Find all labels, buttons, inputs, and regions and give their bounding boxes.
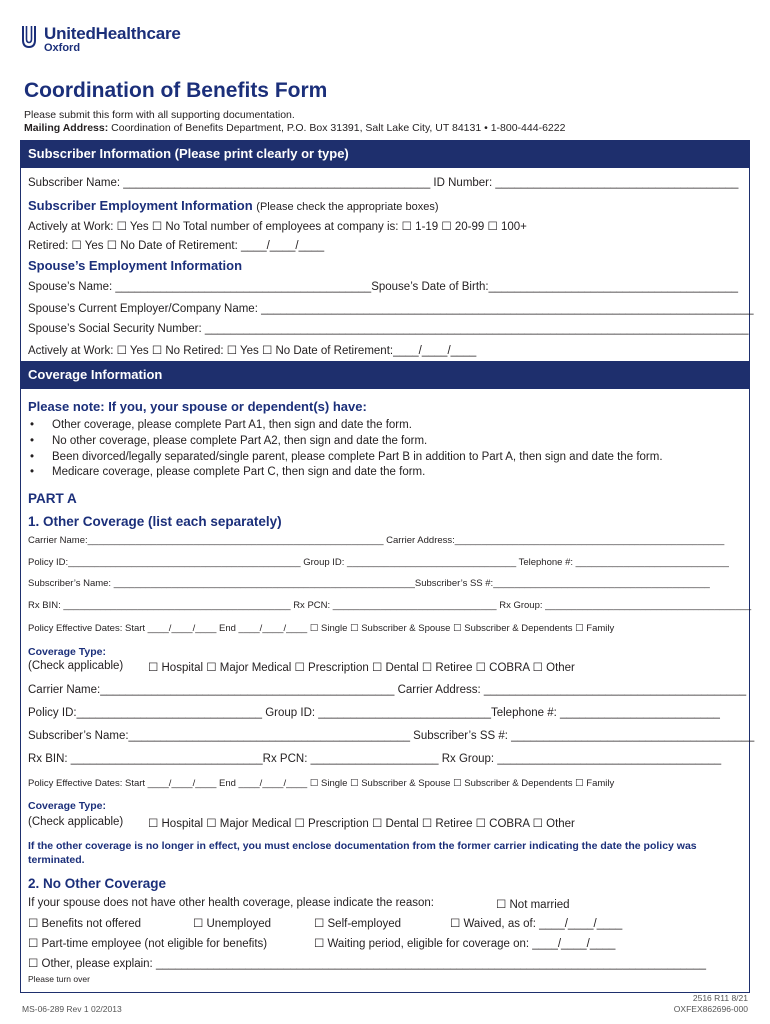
dates-line-2[interactable]: Policy Effective Dates: Start ____/____/____ End ____/____/____ ☐ Single ☐ Subscriber & Spouse ☐ Subscriber & Dependents ☐ Family: [28, 778, 615, 789]
reason-line: If your spouse does not have other health coverage, please indicate the reason:: [28, 897, 434, 909]
self-employed-checkbox[interactable]: ☐ Self-employed: [314, 918, 402, 930]
terminated-note: If the other coverage is no longer in effect, you must enclose documentation from the former carrier indicating the date the policy was terminated.: [28, 840, 697, 866]
waived-checkbox[interactable]: ☐ Waived, as of: ____/____/____: [450, 918, 623, 930]
spouse-ssn-line[interactable]: Spouse’s Social Security Number: _____________________________________________________________________________________: [28, 323, 749, 335]
page-title: Coordination of Benefits Form: [24, 79, 328, 102]
subscriber-line-1[interactable]: Subscriber’s Name: _________________________________________________________Subscriber’s SS #:_________________________________________: [28, 578, 710, 589]
intro-text: Please submit this form with all supporting documentation.: [24, 109, 295, 121]
bullet-item: • Other coverage, please complete Part A1, then sign and date the form.: [30, 419, 412, 431]
bullet-item: • Been divorced/legally separated/single parent, please complete Part B in addition to Part A, then sign and date the form.: [30, 451, 663, 463]
policy-line-2[interactable]: Policy ID:_____________________________ Group ID: ___________________________Telephone #: _________________________: [28, 707, 720, 719]
subscriber-line-2[interactable]: Subscriber’s Name:____________________________________________ Subscriber’s SS #: ______________________________________: [28, 730, 755, 742]
other-explain-line[interactable]: ☐ Other, please explain: ______________________________________________________________________________________: [28, 958, 706, 970]
carrier-line-1[interactable]: Carrier Name:________________________________________________________ Carrier Address:___________________________________________________: [28, 535, 725, 546]
bullet-item: • No other coverage, please complete Part A2, then sign and date the form.: [30, 435, 428, 447]
subscriber-info-bar: Subscriber Information (Please print clearly or type): [20, 140, 750, 168]
not-married-checkbox[interactable]: ☐ Not married: [496, 899, 570, 911]
coverage-type-options-1[interactable]: ☐ Hospital ☐ Major Medical ☐ Prescription ☐ Dental ☐ Retiree ☐ COBRA ☐ Other: [148, 662, 575, 674]
employment-heading: [28, 198, 439, 213]
mailing-label: Mailing Address:: [24, 122, 109, 134]
no-other-coverage-heading: 2. No Other Coverage: [28, 876, 167, 891]
footer-revision: 2516 R11 8/21: [692, 993, 748, 1003]
coverage-type-sub-2: (Check applicable): [28, 816, 124, 828]
employment-title: Subscriber Employment Information: [28, 198, 253, 213]
mailing-address: [24, 122, 565, 134]
part-time-checkbox[interactable]: ☐ Part-time employee (not eligible for benefits): [28, 938, 268, 950]
dates-line-1[interactable]: Policy Effective Dates: Start ____/____/____ End ____/____/____ ☐ Single ☐ Subscriber & Spouse ☐ Subscriber & Dependents ☐ Family: [28, 623, 615, 634]
unemployed-checkbox[interactable]: ☐ Unemployed: [193, 918, 272, 930]
please-note-heading: Please note: If you, your spouse or dependent(s) have:: [28, 399, 367, 414]
coverage-type-sub-1: (Check applicable): [28, 660, 124, 672]
rx-line-2[interactable]: Rx BIN: ______________________________Rx PCN: ____________________ Rx Group: ___________________________________: [28, 753, 722, 765]
mailing-value: Coordination of Benefits Department, P.O. Box 31391, Salt Lake City, UT 84131 • 1-800-444-6222: [111, 122, 566, 134]
waiting-period-checkbox[interactable]: ☐ Waiting period, eligible for coverage on: ____/____/____: [314, 938, 616, 950]
subscriber-name-line[interactable]: Subscriber Name: ________________________________________________ ID Number: ______________________________________: [28, 177, 739, 189]
brand-name: UnitedHealthcare: [44, 24, 181, 43]
retired-line[interactable]: Retired: ☐ Yes ☐ No Date of Retirement: ____/____/____: [28, 240, 325, 252]
footer-code: OXFEX862696-000: [673, 1004, 748, 1014]
policy-line-1[interactable]: Policy ID:____________________________________________ Group ID: ________________________________ Telephone #: _____________________________: [28, 557, 729, 568]
rx-line-1[interactable]: Rx BIN: ___________________________________________ Rx PCN: _______________________________ Rx Group: _______________________________________: [28, 600, 752, 611]
coverage-info-bar: Coverage Information: [20, 361, 750, 389]
carrier-line-2[interactable]: Carrier Name:______________________________________________ Carrier Address: _________________________________________: [28, 684, 747, 696]
bullet-item: • Medicare coverage, please complete Part C, then sign and date the form.: [30, 466, 426, 478]
brand-sub: Oxford: [44, 42, 81, 54]
coverage-type-options-2[interactable]: ☐ Hospital ☐ Major Medical ☐ Prescription ☐ Dental ☐ Retiree ☐ COBRA ☐ Other: [148, 818, 575, 830]
spouse-name-line[interactable]: Spouse’s Name: ________________________________________Spouse’s Date of Birth:_______________________________________: [28, 281, 739, 293]
brand-logo-icon: [22, 26, 36, 48]
spouse-active-line[interactable]: Actively at Work: ☐ Yes ☐ No Retired: ☐ Yes ☐ No Date of Retirement:____/____/____: [28, 345, 477, 357]
spouse-employer-line[interactable]: Spouse’s Current Employer/Company Name: _____________________________________________________________________________: [28, 303, 754, 315]
footer-form-number: MS-06-289 Rev 1 02/2013: [22, 1004, 122, 1014]
coverage-type-label-1: Coverage Type:: [28, 646, 106, 658]
actively-at-work-line[interactable]: Actively at Work: ☐ Yes ☐ No Total number of employees at company is: ☐ 1-19 ☐ 20-99 ☐ 100+: [28, 221, 527, 233]
other-coverage-heading: 1. Other Coverage (list each separately): [28, 514, 282, 529]
coverage-type-label-2: Coverage Type:: [28, 800, 106, 812]
employment-note: (Please check the appropriate boxes): [256, 201, 439, 213]
please-turn-over: Please turn over: [28, 974, 90, 984]
spouse-heading: Spouse’s Employment Information: [28, 258, 243, 273]
benefits-not-offered-checkbox[interactable]: ☐ Benefits not offered: [28, 918, 142, 930]
part-a-heading: PART A: [28, 491, 77, 506]
